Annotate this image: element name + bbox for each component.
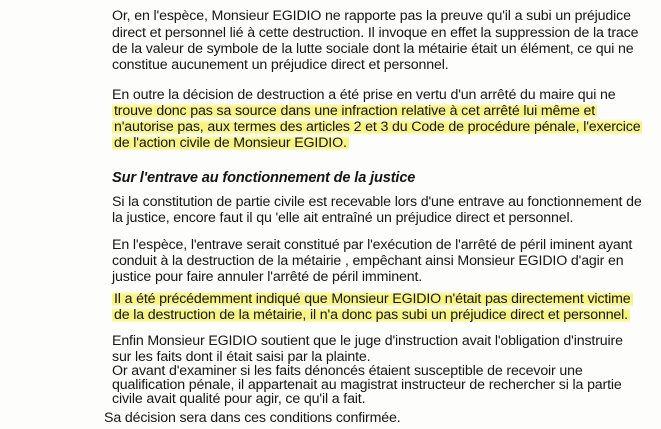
paragraph-1-line-1: Or, en l'espèce, Monsieur EGIDIO ne rapporte pas la preuve qu'il a subi un préjudice [112, 8, 631, 24]
paragraph-4-line-1: En l'espèce, l'entrave serait constitué par l'exécution de l'arrêté de péril iminent ayant [112, 237, 633, 253]
paragraph-2-line-1: En outre la décision de destruction a été prise en vertu d'un arrêté du maire qui ne [112, 87, 616, 103]
paragraph-2-line-4 [112, 135, 349, 151]
paragraph-5-line-1 [112, 291, 633, 307]
paragraph-4-line-2: conduit à la destruction de la métairie , empêchant ainsi Monsieur EGIDIO d'agir en [112, 253, 624, 269]
paragraph-3-line-2: la justice, encore faut il qu 'elle ait entraîné un préjudice direct et personnel. [112, 210, 574, 226]
paragraph-2-line-3 [112, 119, 642, 135]
paragraph-6-line-1: Enfin Monsieur EGIDIO soutient que le juge d'instruction avait l'obligation d'instruire [112, 333, 623, 349]
paragraph-6-line-2: sur les faits dont il était saisi par la plainte. [112, 349, 371, 365]
paragraph-6-line-4: qualification pénale, il appartenait au magistrat instructeur de rechercher si la partie [112, 377, 622, 393]
paragraph-6-line-3: Or avant d'examiner si les faits dénoncés étaient susceptible de recevoir une [112, 363, 583, 379]
paragraph-3-line-1: Si la constitution de partie civile est recevable lors d'une entrave au fonctionnement de [112, 194, 642, 210]
paragraph-6-line-5: civile avait qualité pour agir, ce qu'il a fait. [112, 391, 366, 407]
highlighted-text: de l'action civile de Monsieur EGIDIO. [114, 135, 347, 151]
paragraph-5-line-2 [112, 307, 630, 323]
section-heading: Sur l'entrave au fonctionnement de la justice [112, 170, 416, 186]
paragraph-1-line-4: constitue aucunement un préjudice direct et personnel. [112, 57, 449, 73]
paragraph-1-line-3: de la valeur de symbole de la lutte sociale dont la métairie était un élément, ce qui ne [112, 41, 634, 57]
highlighted-text: Il a été précédemment indiqué que Monsieur EGIDIO n'était pas directement victime [114, 291, 631, 307]
paragraph-4-line-3: justice pour faire annuler l'arrêté de péril imminent. [112, 269, 423, 285]
paragraph-7-line-1: Sa décision sera dans ces conditions confirmée. [104, 410, 401, 426]
paragraph-1-line-2: direct et personnel lié à cette destruction. Il invoque en effet la suppression de la trace [112, 25, 639, 41]
highlighted-text: n'autorise pas, aux termes des articles 2 et 3 du Code de procédure pénale, l'exercice [114, 119, 641, 135]
highlighted-text: trouve donc pas sa source dans une infraction relative à cet arrêté lui même et [114, 103, 596, 119]
paragraph-2-line-2 [112, 103, 597, 119]
highlighted-text: de la destruction de la métairie, il n'a donc pas subi un préjudice direct et personnel. [114, 307, 628, 323]
